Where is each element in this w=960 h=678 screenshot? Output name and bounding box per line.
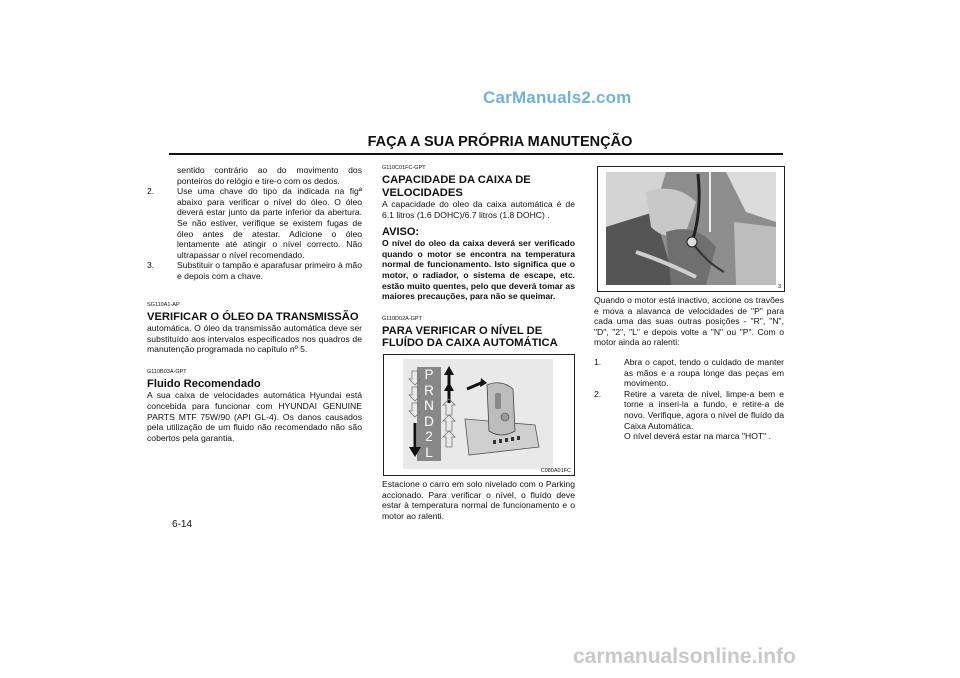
section-heading: PARA VERIFICAR O NÍVEL DE FLUÍDO DA CAIXA AUTOMÁTICA — [382, 324, 558, 350]
gear-letters — [417, 367, 441, 461]
shifter-housing — [465, 383, 539, 455]
section-heading: CAPACIDADE DA CAIXA DE VELOCIDADES — [382, 174, 531, 199]
gear-letter: D — [424, 413, 434, 429]
page-title: FAÇA A SUA PRÓPRIA MANUTENÇÃO — [367, 134, 633, 150]
section-code: G110B03A-GPT — [147, 368, 187, 375]
column-middle — [382, 165, 575, 350]
engine-bay-figure — [597, 166, 785, 292]
list-item — [147, 186, 362, 260]
list-item — [147, 260, 362, 281]
page-number: 6-14 — [172, 519, 193, 530]
step-text: Use uma chave do tipo da indicada na figª abaixo para verificar o nível do óleo. O óleo deverá estar junto da parte inferior da abertura. Se não estiver, verifique se existem fugas de óleo antes de atestar. Adicione o óleo lentamente até atingir o nível correcto. Não ultrapassar o nível recomendado. — [177, 186, 362, 260]
gear-selector-figure — [383, 354, 575, 476]
figure-background — [403, 359, 553, 469]
section-code: SG110A1-AP — [147, 301, 180, 308]
section-heading: VERIFICAR O ÓLEO DA TRANSMISSÃO — [147, 310, 359, 323]
figure-code: C080A01FC — [540, 468, 571, 474]
step-continuation: O nível deverá estar na marca "HOT" . — [624, 431, 771, 442]
section-code: G110D02A-GPT — [382, 315, 422, 322]
paragraph: Estacione o carro em solo nivelado com o Parking accionado. Para verificar o nível, o fluído deve estar à temperatura normal de funcionamento e o motor ao ralenti. — [382, 479, 575, 521]
arrow-icon — [467, 378, 487, 389]
step-number: 2. — [594, 388, 602, 399]
step-number: 3. — [147, 260, 155, 271]
figure-code: 3 — [777, 284, 781, 290]
gear-letter: R — [424, 382, 434, 398]
gear-letter: L — [425, 444, 433, 460]
section-body: automática. O óleo da transmissão automática deve ser substituído aos intervalos especificados nos quadros de manutenção programada no capítulo nº 5. — [147, 323, 362, 355]
engine-bay-illustration — [606, 172, 776, 285]
steps-list — [594, 357, 784, 431]
list-item — [594, 357, 784, 389]
gear-letter: N — [424, 398, 434, 414]
step-text: Retire a vareta de nível, limpe-a bem e torne a inseri-la a fundo, e retire-a de novo. Verifique, agora o nível de fluído da Caixa Automática. — [624, 388, 784, 431]
section-body: A capacidade do oleo da caixa automática é de 6.1 litros (1.6 DOHC)/6.7 litros (1.8 DOHC) . — [382, 199, 575, 220]
header-rule — [169, 153, 783, 155]
step-text: Substituir o tampão e aparafusar primeiro à mão e depois com a chave. — [177, 260, 362, 281]
steps-list — [147, 186, 362, 281]
gear-letter: 2 — [425, 429, 433, 445]
column-right — [594, 295, 784, 442]
gear-letter: P — [424, 367, 434, 382]
arrow-up-icon — [444, 366, 454, 403]
list-item — [594, 389, 784, 431]
step-text: Abra o capot, tendo o cuidado de manter as mãos e a roupa longe das peças em movimento. — [624, 356, 784, 389]
warning-title: AVISO: — [382, 226, 420, 239]
section-heading: Fluido Recomendado — [147, 377, 261, 390]
step-number: 1. — [594, 356, 602, 367]
paragraph: Quando o motor está inactivo, accione os travões e mova a alavanca de velocidades de "P" para cada uma das suas outras posições - "R", "N", "D", "2", "L" e depois volte a "N" ou "P". Com o motor ainda ao ralenti: — [594, 295, 784, 348]
photo-background — [606, 172, 776, 285]
step-number: 2. — [147, 186, 155, 197]
warning-body: O nível do oleo da caixa deverá ser verificado quando o motor se encontra na temperatura normal de funcionamento. Isto significa que o motor, o radiador, o sistema de escape, etc. estão muito quentes, pelo que deverá tomar as maiores precauções, para não se queimar. — [382, 238, 575, 302]
column-left — [147, 165, 362, 443]
watermark-top: CarManuals2.com — [483, 88, 632, 107]
after-figure-block — [382, 479, 575, 521]
section-code: G110C01FC-GPT — [382, 165, 426, 171]
section-body: A sua caixa de velocidades automática Hyundai está concebida para funcionar com HYUNDAI GENUINE PARTS MTF 75W/90 (API GL-4). Os danos causados pela utilização de um fluido não recomendado não são cobertos pela garantia. — [147, 390, 362, 443]
continuation-text: sentido contrário ao do movimento dos ponteiros do relógio e tire-o com os dedos. — [177, 165, 362, 186]
watermark-bottom: carmanualsonline.info — [573, 645, 796, 668]
